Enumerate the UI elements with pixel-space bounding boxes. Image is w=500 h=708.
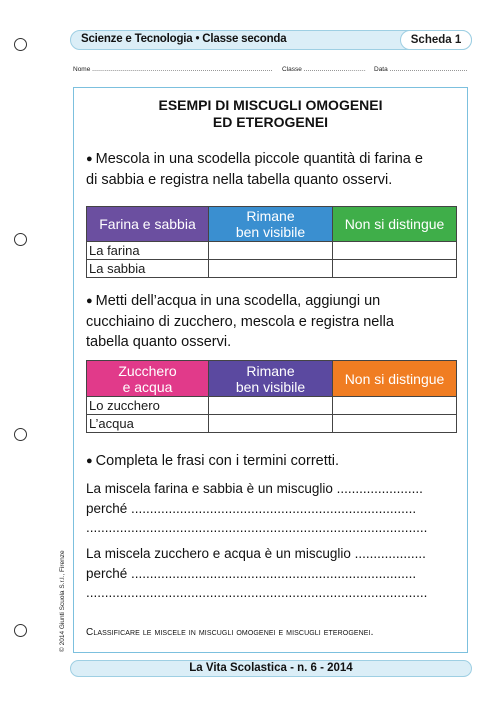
instruction-2-line-3: tabella quanto osservi. (86, 334, 232, 350)
instruction-2-line-2: cucchiaino di zucchero, mescola e registra nella (86, 314, 394, 330)
header-bar (70, 30, 472, 50)
bullet-icon: ● (86, 295, 93, 307)
instruction-3-line-1: Completa le frasi con i termini corretti. (95, 453, 340, 469)
table-row (87, 415, 457, 433)
sentence-2-continuation[interactable]: ........................................................................................... (86, 585, 428, 600)
date-label: Data (374, 66, 388, 73)
binder-hole-upper-middle (14, 233, 27, 246)
table1-header-1: Farina e sabbia (87, 207, 209, 242)
instruction-2 (86, 291, 461, 352)
instruction-1 (86, 149, 461, 190)
table2-cell-not-distinct[interactable] (333, 397, 457, 415)
name-label: Nome (73, 66, 91, 73)
date-field[interactable] (374, 66, 468, 73)
table-row (87, 260, 457, 278)
table2-cell-visible[interactable] (209, 415, 333, 433)
learning-objective: Classificare le miscele in miscugli omogenei e miscugli eterogenei. (86, 627, 374, 638)
table2-row-label: Lo zucchero (87, 397, 209, 415)
class-label: Classe (282, 66, 302, 73)
table1-cell-not-distinct[interactable] (333, 242, 457, 260)
sentence-1[interactable]: La miscela farina e sabbia è un miscuglio ....................... (86, 481, 423, 496)
binder-hole-top (14, 38, 27, 51)
table2-header-1: Zucchero e acqua (87, 361, 209, 397)
name-dots: .......................................................................................... (92, 66, 273, 73)
table1-cell-visible[interactable] (209, 242, 333, 260)
table-row (87, 242, 457, 260)
instruction-2-line-1: Metti dell’acqua in una scodella, aggiungi un (95, 293, 381, 309)
title-line-2: ED ETEROGENEI (212, 114, 329, 130)
bullet-icon: ● (86, 153, 93, 165)
name-field[interactable] (73, 66, 273, 73)
subject-label: Scienze e Tecnologia • Classe seconda (81, 33, 287, 45)
sentence-2-because[interactable]: perché ............................................................................ (86, 566, 417, 581)
copyright-notice: © 2014 Giunti Scuola S.r.l., Firenze (59, 550, 66, 652)
table-row (87, 397, 457, 415)
title-line-1: ESEMPI DI MISCUGLI OMOGENEI (158, 97, 383, 113)
sentence-2[interactable]: La miscela zucchero e acqua è un miscuglio ................... (86, 546, 426, 561)
table2-cell-not-distinct[interactable] (333, 415, 457, 433)
table1-row-label: La farina (87, 242, 209, 260)
footer-bar: La Vita Scolastica - n. 6 - 2014 (70, 660, 472, 677)
class-field[interactable] (282, 66, 366, 73)
table1-header-3: Non si distingue (333, 207, 457, 242)
instruction-1-line-2: di sabbia e registra nella tabella quanto osservi. (86, 172, 393, 188)
worksheet-title (73, 97, 468, 131)
class-dots: ............................... (303, 66, 366, 73)
date-dots: ....................................... (389, 66, 468, 73)
binder-hole-bottom (14, 624, 27, 637)
observation-table-2 (86, 360, 457, 433)
table2-cell-visible[interactable] (209, 397, 333, 415)
table2-header-3: Non si distingue (333, 361, 457, 397)
bullet-icon: ● (86, 455, 93, 467)
table2-header-2: Rimane ben visibile (209, 361, 333, 397)
instruction-3 (86, 451, 461, 472)
sheet-number: Scheda 1 (400, 30, 472, 50)
table1-header-2: Rimane ben visibile (209, 207, 333, 242)
table1-cell-not-distinct[interactable] (333, 260, 457, 278)
binder-hole-lower-middle (14, 428, 27, 441)
table2-row-label: L’acqua (87, 415, 209, 433)
instruction-1-line-1: Mescola in una scodella piccole quantità di farina e (95, 151, 423, 167)
observation-table-1 (86, 206, 457, 278)
table1-cell-visible[interactable] (209, 260, 333, 278)
sentence-1-because[interactable]: perché ............................................................................ (86, 501, 417, 516)
sentence-1-continuation[interactable]: ........................................................................................... (86, 520, 428, 535)
table1-row-label: La sabbia (87, 260, 209, 278)
